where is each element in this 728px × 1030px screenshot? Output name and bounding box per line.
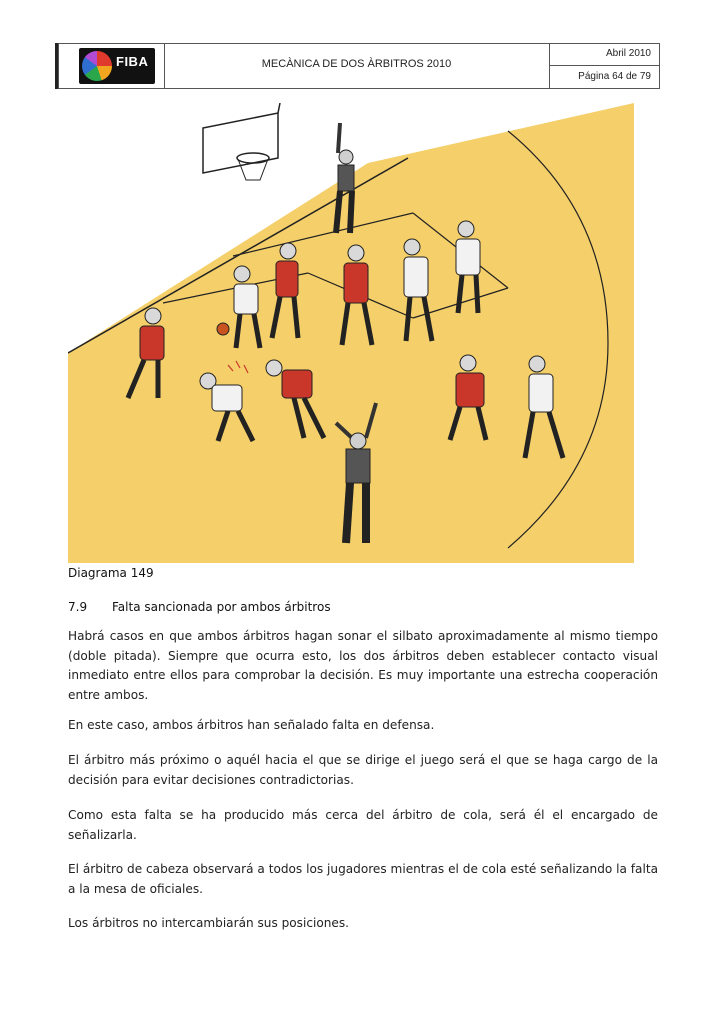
- paragraph: El árbitro de cabeza observará a todos los jugadores mientras el de cola esté señalizando la falta a la mesa de oficiales.: [68, 862, 658, 896]
- basketball-icon: [217, 323, 229, 335]
- backboard: [203, 113, 278, 173]
- document-date: Abril 2010: [605, 48, 651, 59]
- header-logo-cell: [59, 44, 165, 88]
- fiba-logo: [79, 48, 155, 84]
- header-title-cell: [164, 44, 550, 88]
- backboard-support: [278, 103, 280, 113]
- paragraph: El árbitro más próximo o aquél hacia el que se dirige el juego será el que se haga cargo de la decisión para evitar decisiones contradictorias.: [68, 753, 658, 787]
- court-diagram: [68, 103, 634, 563]
- paragraph: Como esta falta se ha producido más cerca del árbitro de cola, será él el encargado de señalizarla.: [68, 808, 658, 842]
- figure-caption: Diagrama 149: [68, 566, 154, 580]
- page-number: Página 64 de 79: [578, 71, 651, 82]
- section-number: 7.9: [68, 600, 88, 614]
- document-title: MECÀNICA DE DOS ÀRBITROS 2010: [261, 58, 452, 70]
- section-title: Falta sancionada por ambos árbitros: [112, 600, 331, 614]
- logo-text: FIBA: [116, 54, 149, 69]
- fiba-ball-icon: [82, 51, 112, 81]
- header-meta-cell: [550, 44, 659, 88]
- page-header: [58, 43, 660, 89]
- section-heading: [68, 600, 331, 614]
- paragraph: En este caso, ambos árbitros han señalado falta en defensa.: [68, 718, 435, 732]
- header-divider: [550, 65, 659, 66]
- paragraph: Habrá casos en que ambos árbitros hagan sonar el silbato aproximadamente al mismo tiempo (doble pitada). Siempre que ocurra esto, los dos árbitros deben establecer contacto visual inmediato entre ellos para comprobar la decisión. Es muy importante una estrecha cooperación entre ambos.: [68, 629, 658, 702]
- paragraph: Los árbitros no intercambiarán sus posiciones.: [68, 916, 349, 930]
